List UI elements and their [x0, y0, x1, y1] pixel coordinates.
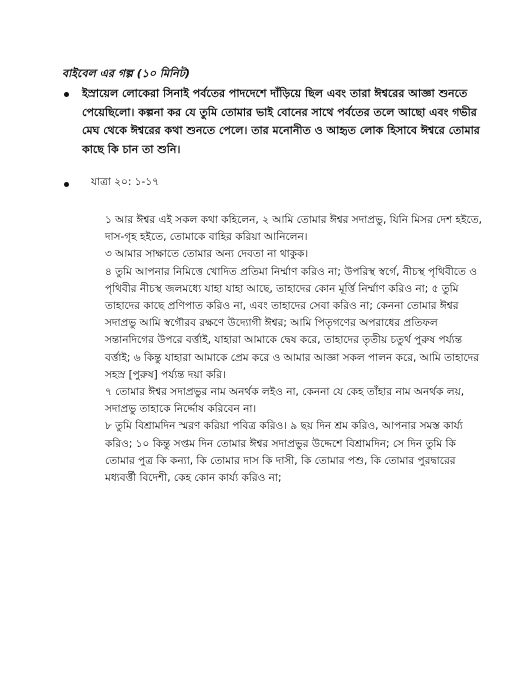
bullet-dot	[64, 182, 69, 187]
verse-paragraph: ৩ আমার সাক্ষাতে তোমার অন্য দেবতা না থাকুক।	[105, 248, 309, 261]
verse-paragraph: ৭ তোমার ঈশ্বর সদাপ্রভুর নাম অনর্থক লইও না, কেননা যে কেহ তাঁহার নাম অনর্থক লয়, সদাপ্রভু তাহাকে নির্দ্দোষ করিবেন না।	[105, 386, 465, 416]
verse-paragraph: ৪ তুমি আপনার নিমিত্তে খোদিত প্রতিমা নির্ম্মাণ করিও না; উপরিস্থ স্বর্গে, নীচস্থ পৃথিবীতে ও পৃথিবীর নীচস্থ জলমধ্যে যাহা যাহা আছে, তাহাদের কোন মূর্ত্তি নির্ম্মাণ করিও না; ৫ তুমি তাহাদের কাছে প্রণিপাত করিও না, এবং তাহাদের সেবা করিও না; কেননা তোমার ঈশ্বর সদাপ্রভু আমি স্বগৌরব রক্ষণে উদ্যোগী ঈশ্বর; আমি পিতৃগণের অপরাধের প্রতিফল সন্তানদিগের উপরে বর্ত্তাই, যাহারা আমাকে দ্বেষ করে, তাহাদের তৃতীয় চতুর্থ পুরুষ পর্য্যন্ত বর্ত্তাই; ৬ কিন্তু যাহারা আমাকে প্রেম করে ও আমার আজ্ঞা সকল পালন করে, আমি তাহাদের সহস্র [পুরুষ] পর্য্যন্ত দয়া করি।	[105, 265, 480, 381]
intro-paragraph: ইস্রায়েল লোকেরা সিনাই পর্বতের পাদদেশে দাঁড়িয়ে ছিল এবং তারা ঈশ্বরের আজ্ঞা শুনতে পেয়েছিলো। কল্পনা কর যে তুমি তোমার ভাই বোনের সাথে পর্বতের তলে আছো এবং গভীর মেঘ থেকে ঈশ্বরের কথা শুনতে পেলে। তার মনোনীত ও আহৃত লোক হিসাবে ঈশ্বরে তোমার কাছে কি চান তা শুনি।	[82, 87, 480, 156]
scripture-reference: যাত্রা ২০: ১-১৭	[91, 176, 159, 188]
bullet-dot	[64, 92, 69, 97]
verse-paragraph: ১ আর ঈশ্বর এই সকল কথা কহিলেন, ২ আমি তোমার ঈশ্বর সদাপ্রভু, যিনি মিসর দেশ হইতে, দাস-গৃহ হইতে, তোমাকে বাহির করিয়া আনিলেন।	[105, 214, 482, 244]
section-heading: বাইবেল এর গল্প (১০ মিনিট)	[62, 67, 190, 80]
scripture-passage	[105, 212, 487, 487]
verse-paragraph: ৮ তুমি বিশ্রামদিন স্মরণ করিয়া পবিত্র করিও। ৯ ছয় দিন শ্রম করিও, আপনার সমস্ত কার্য্য করিও; ১০ কিন্তু সপ্তম দিন তোমার ঈশ্বর সদাপ্রভুর উদ্দেশে বিশ্রামদিন; সে দিন তুমি কি তোমার পুত্র কি কন্যা, কি তোমার দাস কি দাসী, কি তোমার পশু, কি তোমার পুরদ্বারের মধ্যবর্ত্তী বিদেশী, কেহ কোন কার্য্য করিও না;	[105, 420, 463, 485]
